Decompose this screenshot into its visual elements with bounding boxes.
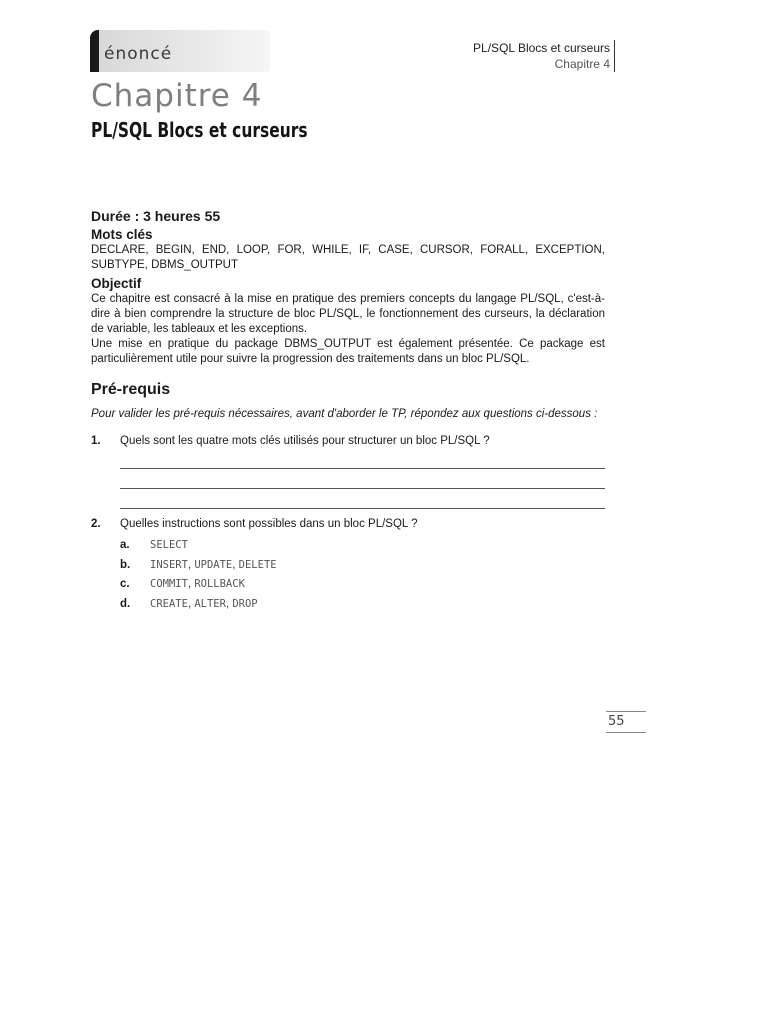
chapter-number: Chapitre 4 — [91, 78, 263, 114]
section-tab-label: énoncé — [104, 44, 173, 64]
option-d: d. CREATE, ALTER, DROP — [120, 597, 258, 610]
option-code: ALTER — [194, 597, 226, 610]
option-b: b. INSERT, UPDATE, DELETE — [120, 558, 277, 571]
option-label: b. — [120, 558, 131, 571]
section-tab-bar — [90, 30, 99, 72]
running-head — [473, 40, 610, 72]
option-code: DELETE — [238, 558, 277, 571]
question-number: 2. — [91, 518, 101, 530]
option-label: c. — [120, 578, 130, 590]
question-text: Quelles instructions sont possibles dans un bloc PL/SQL ? — [120, 518, 418, 530]
option-a — [120, 538, 605, 553]
option-code: CREATE — [150, 597, 188, 610]
option-label: d. — [120, 597, 131, 610]
answer-line — [120, 477, 605, 489]
objective-paragraph-1: Ce chapitre est consacré à la mise en pratique des premiers concepts du langage PL/SQL, c'est-à-dire à bien comprendre la structure de bloc PL/SQL, le fonctionnement des curseurs, la déclaration de variable, les tableaux et les exceptions. — [91, 293, 605, 335]
option-code: SELECT — [150, 539, 188, 551]
answer-line — [120, 457, 605, 469]
question-2 — [91, 517, 605, 532]
option-code: DROP — [232, 597, 258, 610]
option-code: COMMIT — [150, 578, 188, 590]
page-number — [606, 711, 646, 733]
prereq-heading: Pré-requis — [91, 381, 171, 398]
option-label: a. — [120, 539, 130, 551]
objective-heading: Objectif — [91, 276, 142, 291]
question-1 — [91, 434, 605, 449]
prereq-intro: Pour valider les pré-requis nécessaires, avant d'aborder le TP, répondez aux questions ci-dessous : — [91, 408, 598, 420]
running-chapter: Chapitre 4 — [554, 57, 610, 71]
content — [91, 208, 605, 616]
chapter-title: PL/SQL Blocs et curseurs — [91, 118, 308, 142]
keywords-heading: Mots clés — [91, 227, 153, 242]
option-code: UPDATE — [194, 558, 233, 571]
page-number-text: 55 — [608, 714, 625, 729]
question-text: Quels sont les quatre mots clés utilisés pour structurer un bloc PL/SQL ? — [120, 435, 490, 447]
question-2-options — [120, 538, 605, 612]
answer-lines — [120, 457, 605, 509]
duration: Durée : 3 heures 55 — [91, 208, 221, 224]
running-head-rule — [614, 40, 615, 72]
running-title: PL/SQL Blocs et curseurs — [473, 41, 610, 55]
answer-line — [120, 497, 605, 509]
objective-paragraph-2: Une mise en pratique du package DBMS_OUTPUT est également présentée. Ce package est particulièrement utile pour suivre la progression des traitements dans un bloc PL/SQL. — [91, 338, 605, 365]
keywords-text: DECLARE, BEGIN, END, LOOP, FOR, WHILE, IF, CASE, CURSOR, FORALL, EXCEPTION, SUBTYPE, DBMS_OUTPUT — [91, 244, 605, 271]
option-c: c. COMMIT, ROLLBACK — [120, 578, 245, 590]
option-code: INSERT — [150, 558, 188, 571]
question-number: 1. — [91, 435, 101, 447]
option-code: ROLLBACK — [194, 578, 245, 590]
